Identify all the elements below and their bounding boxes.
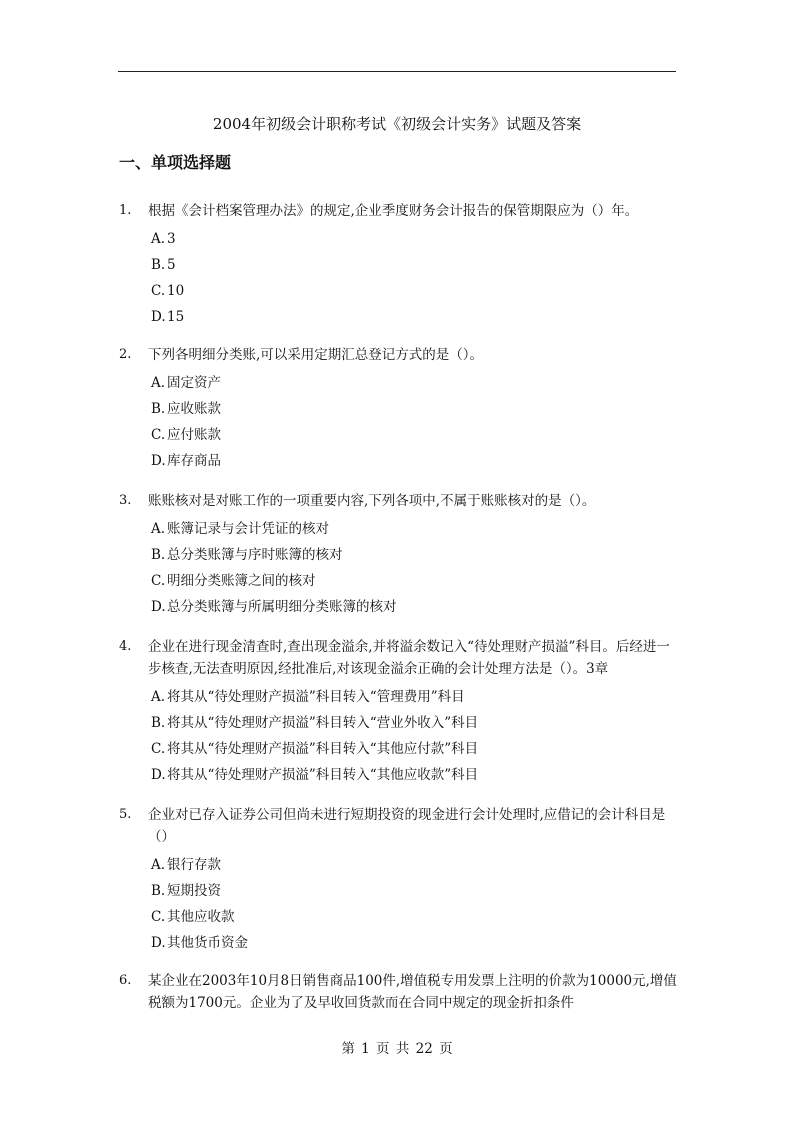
option-list [119,516,679,620]
option-letter: C. [151,909,166,925]
option-letter: D. [151,599,166,615]
option-text: 3 [167,231,176,247]
option-b [119,878,679,904]
option-letter: C. [151,741,166,757]
option-text: 将其从“待处理财产损溢”科目转入“其他应收款”科目 [167,767,479,783]
option-a [119,370,679,396]
option-text: 15 [167,309,185,325]
option-c [119,422,679,448]
option-text: 将其从“待处理财产损溢”科目转入“营业外收入”科目 [167,715,479,731]
option-text: 明细分类账簿之间的核对 [167,573,316,589]
option-letter: A. [151,689,166,705]
question-number: 6. [119,973,132,988]
option-letter: B. [151,257,166,273]
option-list [119,852,679,956]
option-c [119,278,679,304]
question-2 [119,344,679,474]
question-stem [119,636,679,680]
option-text: 将其从“待处理财产损溢”科目转入“管理费用”科目 [167,689,465,705]
question-stem [119,970,679,1014]
option-letter: B. [151,401,166,417]
option-a [119,516,679,542]
option-text: 5 [167,257,176,273]
option-c [119,904,679,930]
option-letter: D. [151,309,166,325]
question-number: 4. [119,639,132,654]
question-text: 某企业在2003年10月8日销售商品100件,增值税专用发票上注明的价款为10000元,增值税额为1700元。企业为了及早收回货款而在合同中规定的现金折扣条件 [148,973,677,1011]
option-text: 总分类账簿与序时账簿的核对 [167,547,343,563]
question-stem [119,490,679,512]
question-text: 企业在进行现金清查时,查出现金溢余,并将溢余数记入“待处理财产损溢”科目。后经进一步核查,无法查明原因,经批准后,对该现金溢余正确的会计处理方法是（）。3章 [148,639,670,677]
question-3 [119,490,679,620]
option-text: 将其从“待处理财产损溢”科目转入“其他应付款”科目 [167,741,479,757]
option-letter: C. [151,283,166,299]
question-text: 企业对已存入证券公司但尚未进行短期投资的现金进行会计处理时,应借记的会计科目是（） [148,807,666,845]
question-stem [119,344,679,366]
option-letter: A. [151,231,166,247]
question-6 [119,970,679,1014]
option-c [119,736,679,762]
option-d [119,762,679,788]
option-text: 其他应收款 [167,909,235,925]
option-a [119,226,679,252]
option-text: 短期投资 [167,883,221,899]
option-letter: D. [151,767,166,783]
option-b [119,252,679,278]
option-text: 账簿记录与会计凭证的核对 [167,521,329,537]
option-d [119,448,679,474]
question-4 [119,636,679,788]
question-1 [119,200,679,330]
option-text: 其他货币资金 [167,935,248,951]
header-rule [118,71,676,72]
option-letter: B. [151,883,166,899]
option-text: 应付账款 [167,427,221,443]
option-list [119,684,679,788]
option-letter: B. [151,547,166,563]
question-text: 下列各明细分类账,可以采用定期汇总登记方式的是（）。 [148,347,484,363]
question-text: 账账核对是对账工作的一项重要内容,下列各项中,不属于账账核对的是（）。 [148,493,596,509]
question-number: 5. [119,807,132,822]
option-letter: A. [151,375,166,391]
option-d [119,594,679,620]
page-footer: 第 1 页 共 22 页 [341,1041,453,1057]
question-stem [119,804,679,848]
option-text: 10 [167,283,185,299]
section-heading: 一、单项选择题 [119,153,232,172]
option-b [119,396,679,422]
option-b [119,542,679,568]
option-d [119,304,679,330]
document-title: 2004年初级会计职称考试《初级会计实务》试题及答案 [212,115,582,133]
option-letter: C. [151,427,166,443]
option-list [119,226,679,330]
question-text: 根据《会计档案管理办法》的规定,企业季度财务会计报告的保管期限应为（）年。 [148,203,639,219]
option-text: 库存商品 [167,453,221,469]
option-list [119,370,679,474]
option-a [119,852,679,878]
option-letter: A. [151,521,166,537]
question-number: 1. [119,203,132,218]
option-letter: D. [151,453,166,469]
question-5 [119,804,679,956]
option-letter: B. [151,715,166,731]
option-text: 固定资产 [167,375,221,391]
question-number: 2. [119,347,132,362]
option-d [119,930,679,956]
option-letter: D. [151,935,166,951]
option-text: 总分类账簿与所属明细分类账簿的核对 [167,599,397,615]
option-c [119,568,679,594]
option-a [119,684,679,710]
question-stem [119,200,679,222]
option-text: 应收账款 [167,401,221,417]
option-letter: A. [151,857,166,873]
option-letter: C. [151,573,166,589]
option-text: 银行存款 [167,857,221,873]
question-number: 3. [119,493,132,508]
option-b [119,710,679,736]
